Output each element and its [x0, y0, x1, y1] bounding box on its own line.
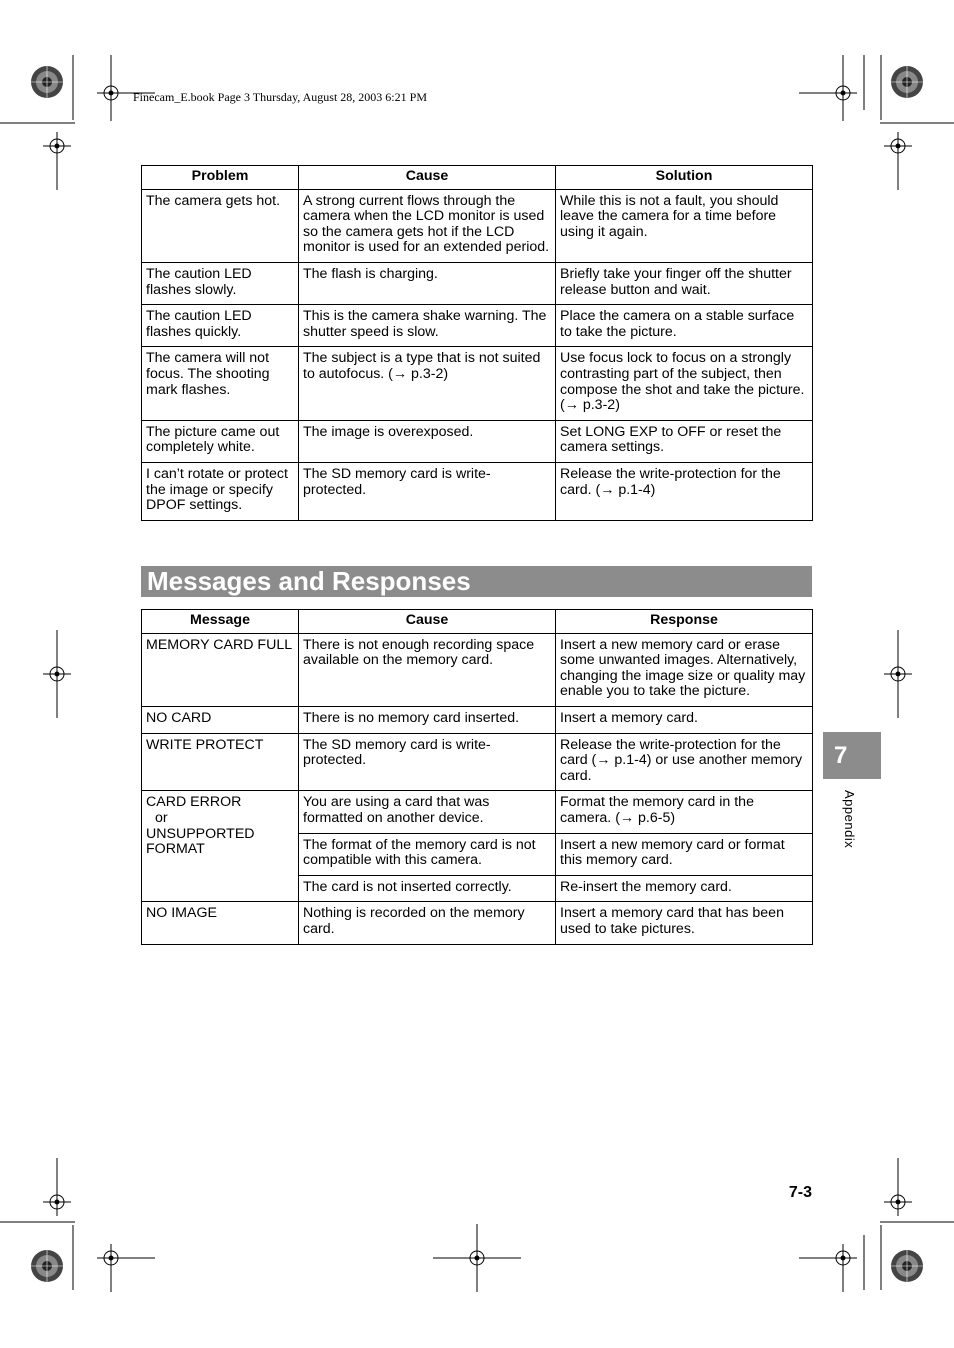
solution-cell: Set LONG EXP to OFF or reset the camera settings. — [556, 420, 813, 462]
cause-cell: The SD memory card is write-protected. — [299, 733, 556, 791]
table-row — [142, 706, 813, 733]
table-row — [142, 902, 813, 944]
table-row — [142, 347, 813, 420]
message-cell: NO IMAGE — [142, 902, 299, 944]
cause-cell: This is the camera shake warning. The shutter speed is slow. — [299, 305, 556, 347]
solution-cell: Release the write-protection for the card. (→ p.1-4) — [556, 462, 813, 520]
cause-cell: There is no memory card inserted. — [299, 706, 556, 733]
message-cell: NO CARD — [142, 706, 299, 733]
cause-cell: A strong current flows through the camera when the LCD monitor is used so the camera gets hot if the LCD monitor is used for an extended period. — [299, 189, 556, 262]
response-cell: Insert a memory card. — [556, 706, 813, 733]
response-cell: Insert a memory card that has been used to take pictures. — [556, 902, 813, 944]
response-cell: Insert a new memory card or erase some unwanted images. Alternatively, changing the image size or quality may enable you to take the picture. — [556, 633, 813, 706]
response-cell: Insert a new memory card or format this memory card. — [556, 833, 813, 875]
problem-cell: I can’t rotate or protect the image or specify DPOF settings. — [142, 462, 299, 520]
messages-table — [141, 609, 813, 945]
column-header-message: Message — [142, 610, 299, 634]
problem-cell: The caution LED flashes slowly. — [142, 262, 299, 304]
solution-cell: Use focus lock to focus on a strongly contrasting part of the subject, then compose the shot and take the picture. (→ p.3-2) — [556, 347, 813, 420]
response-cell: Release the write-protection for the card (→ p.1-4) or use another memory card. — [556, 733, 813, 791]
table-row — [142, 633, 813, 706]
message-line: CARD ERROR — [146, 794, 242, 811]
message-line: or — [155, 809, 168, 826]
response-cell: Format the memory card in the camera. (→ p.6-5) — [556, 791, 813, 833]
problems-table — [141, 165, 813, 521]
table-row — [142, 791, 813, 833]
message-cell: WRITE PROTECT — [142, 733, 299, 791]
page-number: 7-3 — [788, 1184, 812, 1201]
column-header-problem: Problem — [142, 166, 299, 190]
table-row — [142, 733, 813, 791]
table-row — [142, 305, 813, 347]
problem-cell: The camera gets hot. — [142, 189, 299, 262]
message-line: UNSUPPORTED FORMAT — [146, 825, 255, 858]
table-row — [142, 420, 813, 462]
column-header-cause: Cause — [299, 610, 556, 634]
chapter-side-label: Appendix — [842, 790, 857, 849]
table-row — [142, 462, 813, 520]
solution-cell: Place the camera on a stable surface to take the picture. — [556, 305, 813, 347]
book-header: Finecam_E.book Page 3 Thursday, August 28, 2003 6:21 PM — [133, 90, 427, 104]
table-header-row — [142, 610, 813, 634]
cause-cell: The image is overexposed. — [299, 420, 556, 462]
table-row — [142, 189, 813, 262]
cause-cell: The card is not inserted correctly. — [299, 875, 556, 902]
solution-cell: Briefly take your finger off the shutter release button and wait. — [556, 262, 813, 304]
message-cell — [142, 791, 299, 902]
cause-cell: The flash is charging. — [299, 262, 556, 304]
problem-cell: The caution LED flashes quickly. — [142, 305, 299, 347]
table-row — [142, 262, 813, 304]
problem-cell: The picture came out completely white. — [142, 420, 299, 462]
solution-cell: While this is not a fault, you should leave the camera for a time before using it again. — [556, 189, 813, 262]
message-cell: MEMORY CARD FULL — [142, 633, 299, 706]
cause-cell: There is not enough recording space available on the memory card. — [299, 633, 556, 706]
response-cell: Re-insert the memory card. — [556, 875, 813, 902]
column-header-cause: Cause — [299, 166, 556, 190]
column-header-solution: Solution — [556, 166, 813, 190]
section-title: Messages and Responses — [141, 566, 812, 597]
problem-cell: The camera will not focus. The shooting mark flashes. — [142, 347, 299, 420]
table-header-row — [142, 166, 813, 190]
cause-cell: Nothing is recorded on the memory card. — [299, 902, 556, 944]
chapter-tab: 7 — [823, 732, 881, 779]
cause-cell: The subject is a type that is not suited to autofocus. (→ p.3-2) — [299, 347, 556, 420]
cause-cell: The SD memory card is write-protected. — [299, 462, 556, 520]
column-header-response: Response — [556, 610, 813, 634]
cause-cell: The format of the memory card is not compatible with this camera. — [299, 833, 556, 875]
cause-cell: You are using a card that was formatted on another device. — [299, 791, 556, 833]
